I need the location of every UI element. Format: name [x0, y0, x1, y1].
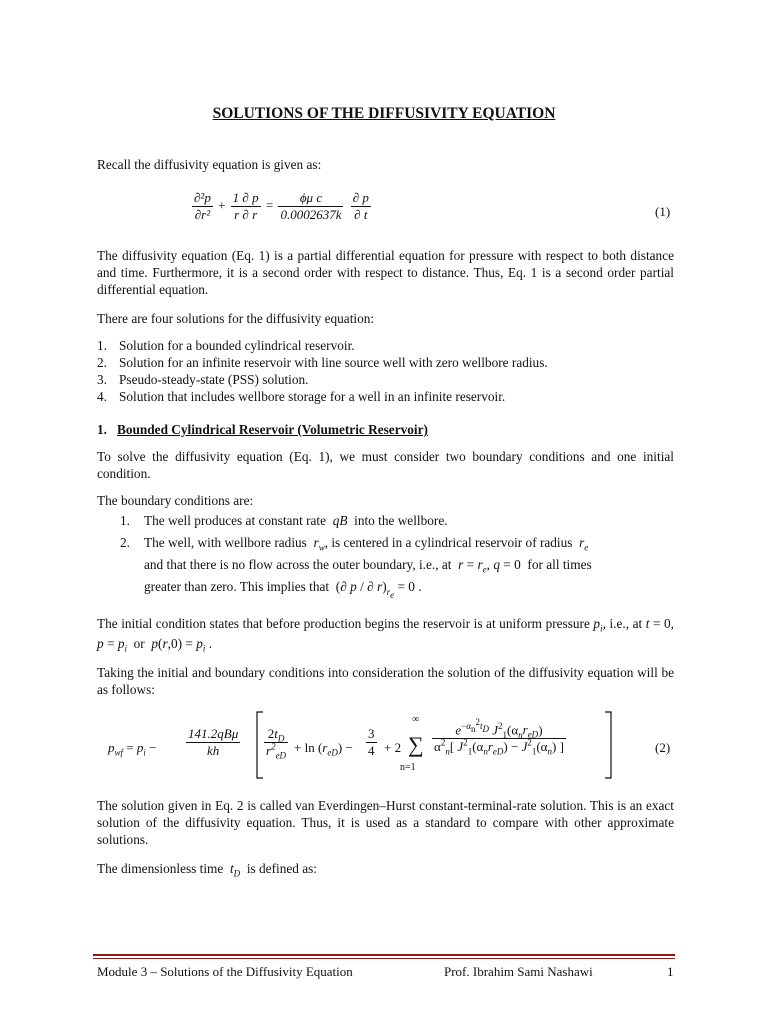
section-heading: 1. Bounded Cylindrical Reservoir (Volumetric Reservoir)	[97, 422, 428, 437]
paragraph-initial-condition: The initial condition states that before production begins the reservoir is at uniform pressure $p_i$, i.e., at t = 0, $p = p_i$ or $p(r,0) = p_i$ .	[97, 616, 674, 654]
footer-author: Prof. Ibrahim Sami Nashawi	[444, 964, 593, 979]
paragraph-van-everdingen: The solution given in Eq. 2 is called van Everdingen–Hurst constant-terminal-rate solution. This is an exact solution of the diffusivity equation. Thus, it is used as a standard to compare with other approximate solutions.	[97, 798, 674, 847]
list-item: 2. Solution for an infinite reservoir with line source well with zero wellbore radius.	[97, 355, 548, 370]
footer-rule-thin	[93, 958, 675, 959]
equation-1: $\frac{\text{∂²p}}{\text{∂r²}}$ + $\frac{1 \partial p}{r \partial r}$ = $\frac{\text{ϕμ c}}{0.0002637k}$ $\frac{\partial p}{\partial t}$	[194, 190, 369, 222]
footer-module: Module 3 – Solutions of the Diffusivity Equation	[97, 964, 353, 979]
paragraph-dimensionless-time: The dimensionless time $t_D$ is defined as:	[97, 861, 317, 879]
page-title: SOLUTIONS OF THE DIFFUSIVITY EQUATION	[212, 105, 556, 122]
eq2-fraction-three-quarters: $\frac{3}{4}$	[368, 726, 375, 758]
paragraph-solution-intro: Taking the initial and boundary conditions into consideration the solution of the diffusivity equation will be as follows:	[97, 665, 674, 697]
footer-rule	[93, 954, 675, 956]
paragraph-diffusivity: The diffusivity equation (Eq. 1) is a partial differential equation for pressure with respect to both distance and time. Furthermore, it is a second order with respect to distance. Thus, Eq. 1 is a second order partial differential equation.	[97, 248, 674, 297]
eq1-term-3: $\frac{\partial p}{\partial t}$	[352, 190, 369, 222]
equation-2: $p_{wf} = p_i$ − 141.2qBμ kh $\frac{2t_D}{r^2_{eD}}$ + $\ln (r_{eD})$ − $\frac{3}{4}$ + 2 ∞ ∑ n=1 $e^{-\alpha_n^2t_D}$ $J^2_1(\alpha_nr_{eD})$ $\alpha^2_n$[ $J^2_1(\alpha_nr_{eD}) - J^2_1(\alpha_n)$ ]	[108, 714, 564, 773]
paragraph-four-solutions: There are four solutions for the diffusivity equation:	[97, 311, 375, 326]
summation-symbol: ∑	[408, 732, 424, 757]
eq1-term-2: $\frac{1 \partial p}{r \partial r}$	[232, 190, 259, 222]
list-item: 1. The well produces at constant rate qB into the wellbore.	[120, 513, 448, 528]
paragraph-conditions: To solve the diffusivity equation (Eq. 1), we must consider two boundary conditions and one initial condition.	[97, 449, 674, 481]
page-number: 1	[667, 964, 674, 979]
list-item: 3. Pseudo-steady-state (PSS) solution.	[97, 372, 309, 387]
eq2-time-term: $\frac{2t_D}{r^2_{eD}}$	[266, 726, 287, 761]
list-item: 2. The well, with wellbore radius $r_w$, is centered in a cylindrical reservoir of radius $r_e$ and that there is no flow across the outer boundary, i.e., at $r = r_e$, q = 0 for all times greater than zero. This implies that (∂ p / ∂ $r)_{r_e} = 0$ .	[120, 535, 592, 600]
eq1-term-1: $\frac{\text{∂²p}}{\text{∂r²}}$	[194, 190, 211, 222]
equation-2-number: (2)	[655, 740, 671, 755]
eq1-coefficient: $\frac{\text{ϕμ c}}{0.0002637k}$	[280, 190, 342, 222]
eq2-coefficient: 141.2qBμ kh	[188, 726, 239, 758]
intro-text: Recall the diffusivity equation is given as:	[97, 157, 322, 172]
list-item: 1. Solution for a bounded cylindrical reservoir.	[97, 338, 355, 353]
eq2-series-term: $e^{-\alpha_n^2t_D}$ $J^2_1(\alpha_nr_{eD})$ $\alpha^2_n$[ $J^2_1(\alpha_nr_{eD}) - J^2_1(\alpha_n)$ ]	[434, 717, 564, 757]
paragraph-boundary-intro: The boundary conditions are:	[97, 493, 254, 508]
list-item: 4. Solution that includes wellbore storage for a well in an infinite reservoir.	[97, 389, 506, 404]
equation-1-number: (1)	[655, 204, 671, 219]
